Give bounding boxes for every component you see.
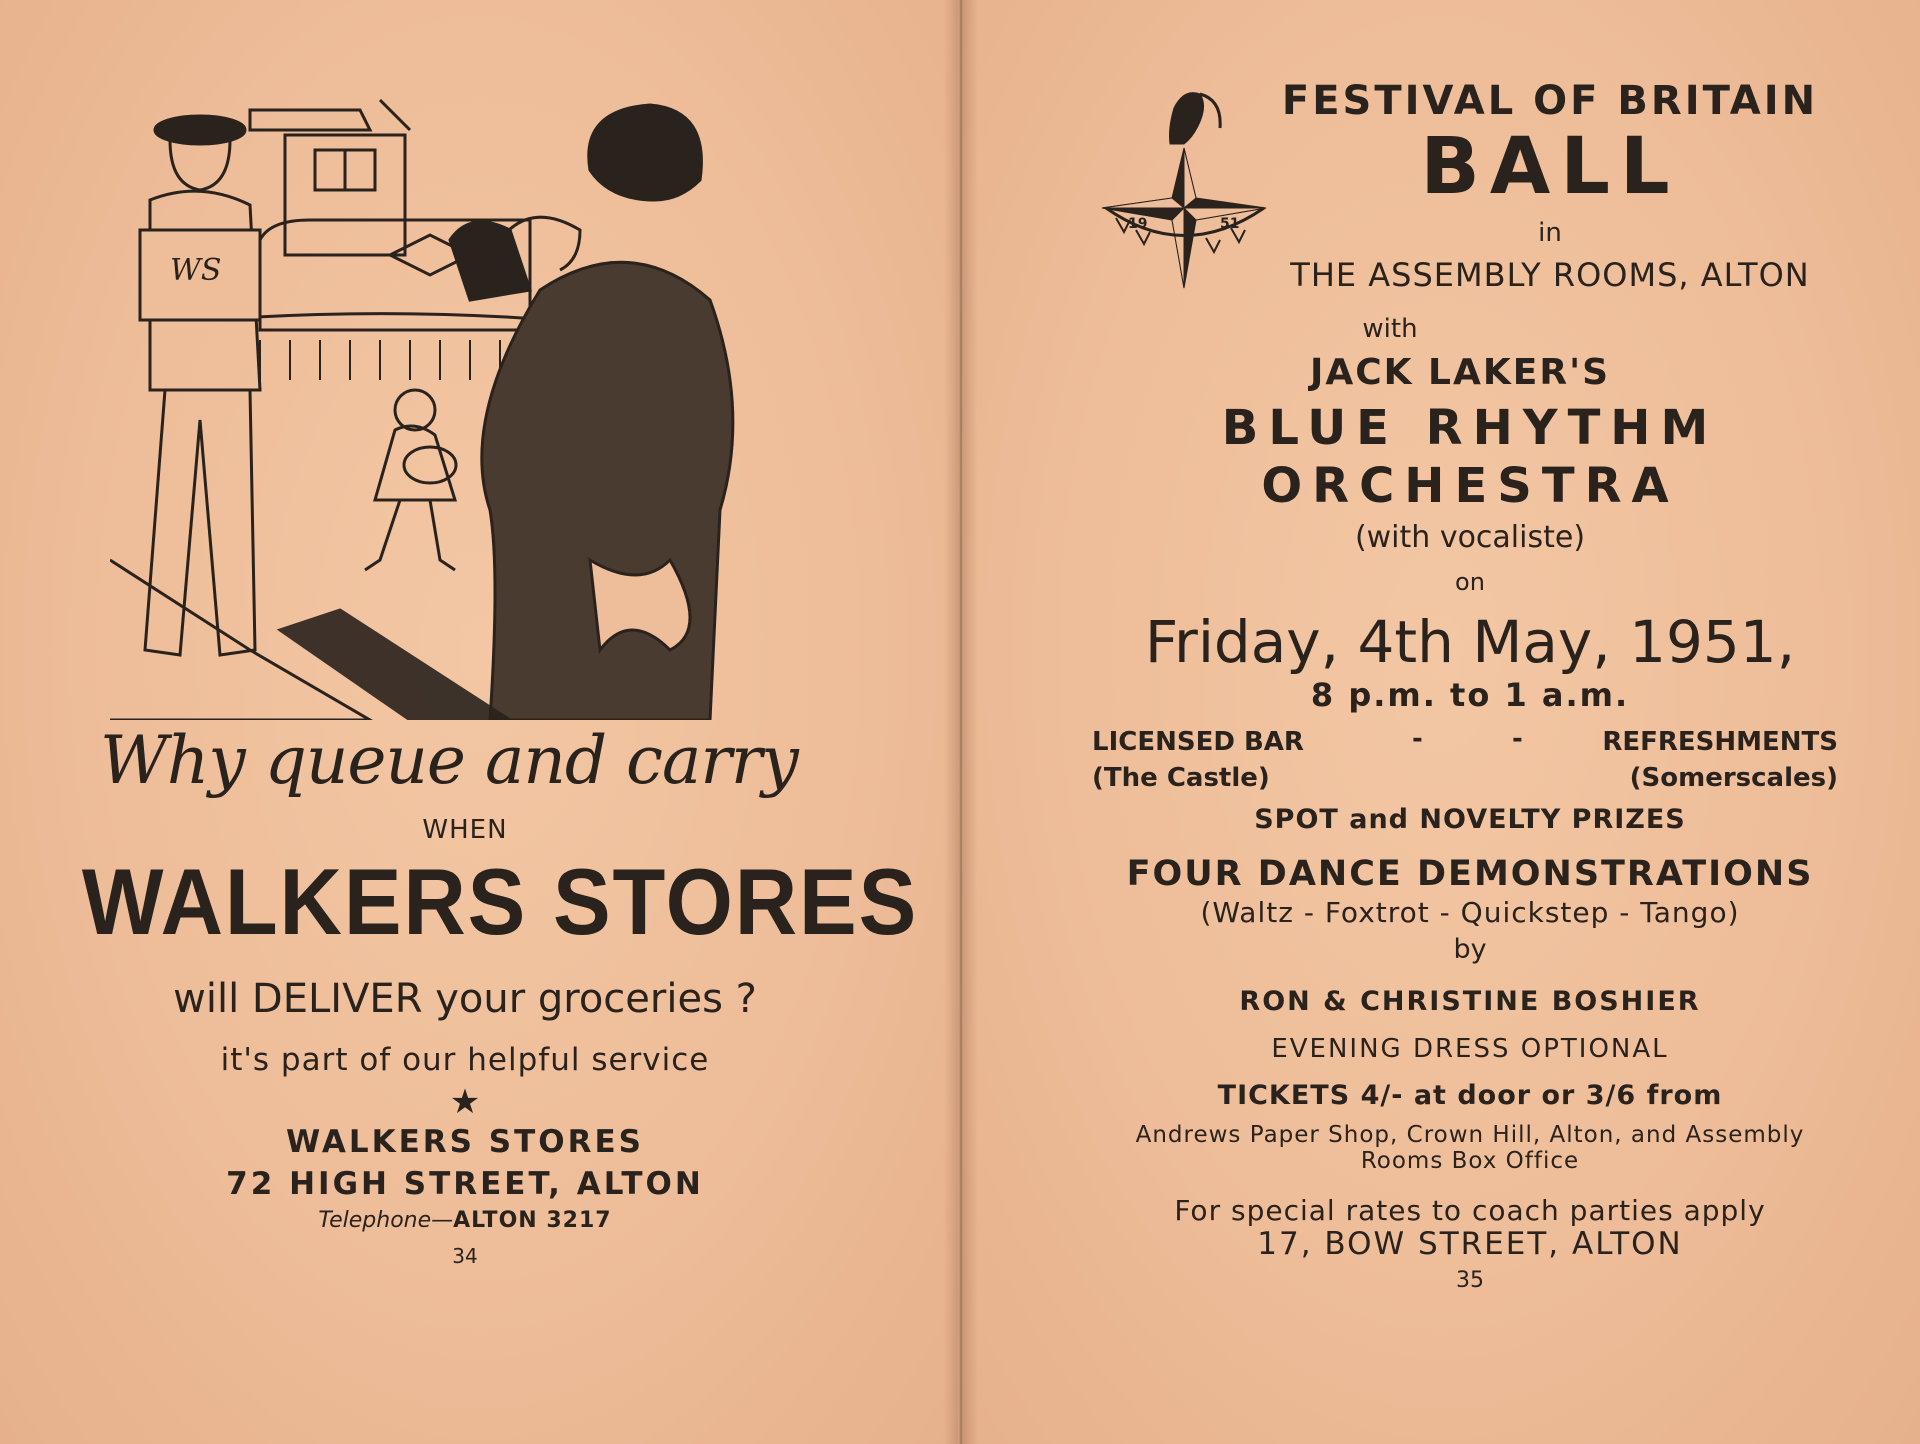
dress-code: EVENING DRESS OPTIONAL	[1271, 1034, 1669, 1064]
on-text: on	[1455, 568, 1485, 596]
store-telephone	[0, 1208, 930, 1233]
demonstrators: RON & CHRISTINE BOSHIER	[1239, 986, 1701, 1017]
bar-label: LICENSED BAR	[1092, 727, 1304, 757]
vocaliste-text: (with vocaliste)	[1354, 520, 1586, 555]
emblem-year-right: 51	[1220, 216, 1240, 232]
prizes-text: SPOT and NOVELTY PRIZES	[1254, 804, 1686, 835]
coach-info-line2: 17, BOW STREET, ALTON	[1257, 1226, 1683, 1262]
event-title-line2: BALL	[1420, 122, 1680, 212]
dances-list: (Waltz - Foxtrot - Quickstep - Tango)	[1200, 896, 1740, 929]
store-name: WALKERS STORES	[286, 1124, 644, 1160]
store-address: 72 HIGH STREET, ALTON	[226, 1166, 704, 1202]
event-date: Friday, 4th May, 1951,	[1144, 608, 1796, 676]
box-logo-text: WS	[170, 253, 222, 288]
bar-info	[1092, 724, 1304, 796]
store-headline: WALKERS STORES	[81, 849, 919, 954]
telephone-number: ALTON 3217	[453, 1208, 612, 1233]
ticket-outlet-line1: Andrews Paper Shop, Crown Hill, Alton, and Assembly	[1135, 1122, 1805, 1148]
demonstrations-heading: FOUR DANCE DEMONSTRATIONS	[1126, 854, 1814, 894]
bar-refreshments-row	[1092, 724, 1838, 794]
in-text: in	[1538, 218, 1562, 248]
ticket-prices: TICKETS 4/- at door or 3/6 from	[1217, 1080, 1723, 1111]
book-gutter	[944, 0, 978, 1444]
coach-info-line1: For special rates to coach parties apply	[1174, 1194, 1766, 1227]
band-name-line1: BLUE RHYTHM	[1221, 400, 1719, 456]
bar-dash-1: -	[1412, 724, 1423, 754]
ticket-outlet-line2: Rooms Box Office	[1360, 1148, 1580, 1174]
emblem-year-left: 19	[1128, 216, 1148, 232]
star-icon: ★	[449, 1082, 481, 1122]
band-name-line2: ORCHESTRA	[1261, 458, 1679, 514]
refreshments-info	[1602, 724, 1838, 796]
bar-dash-2: -	[1512, 724, 1523, 754]
event-title-line1: FESTIVAL OF BRITAIN	[1281, 78, 1819, 124]
telephone-label: Telephone—	[318, 1208, 454, 1233]
with-text: with	[1362, 314, 1418, 344]
service-text: it's part of our helpful service	[220, 1042, 710, 1078]
slogan: Why queue and carry	[100, 722, 798, 799]
page-number-left: 34	[452, 1244, 478, 1268]
band-leader: JACK LAKER'S	[1309, 352, 1611, 393]
refreshments-provider: (Somerscales)	[1629, 763, 1838, 793]
delivery-illustration	[110, 90, 790, 720]
bar-provider: (The Castle)	[1092, 763, 1270, 793]
event-time: 8 p.m. to 1 a.m.	[1310, 676, 1630, 714]
refreshments-label: REFRESHMENTS	[1602, 727, 1838, 757]
when-text: WHEN	[422, 815, 508, 845]
venue: THE ASSEMBLY ROOMS, ALTON	[1290, 256, 1810, 294]
by-text: by	[1453, 934, 1487, 965]
page-number-right: 35	[1456, 1268, 1484, 1293]
deliver-text: will DELIVER your groceries ?	[173, 976, 757, 1022]
